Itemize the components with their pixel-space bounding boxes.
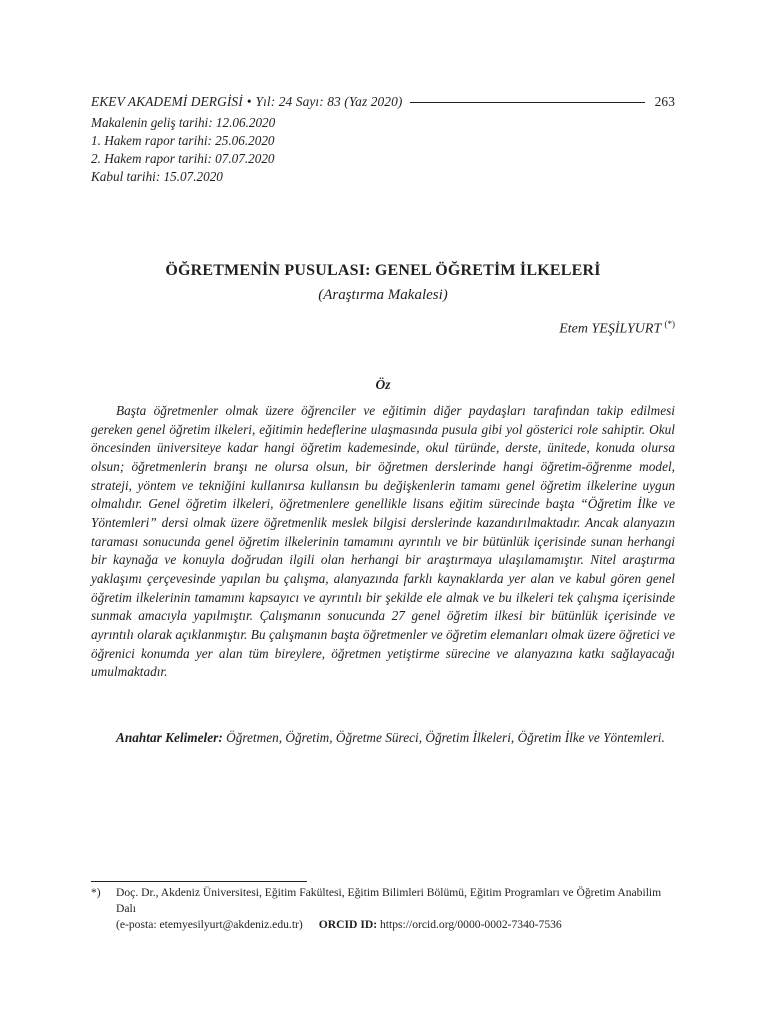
- orcid-label: ORCID ID:: [318, 918, 378, 931]
- running-header: [91, 93, 675, 111]
- page-number: 263: [654, 94, 675, 109]
- article-title: ÖĞRETMENİN PUSULASI: GENEL ÖĞRETİM İLKELERİ: [165, 262, 601, 279]
- footnote-marker: *): [91, 886, 101, 899]
- keywords-paragraph: [91, 728, 675, 747]
- orcid-link[interactable]: https://orcid.org/0000-0002-7340-7536: [379, 918, 562, 931]
- author-affiliation: Doç. Dr., Akdeniz Üniversitesi, Eğitim Fakültesi, Eğitim Bilimleri Bölümü, Eğitim Programları ve Öğretim Anabilim Dalı: [116, 886, 662, 915]
- abstract-heading: Öz: [375, 377, 391, 392]
- footnote-rule: [91, 881, 307, 882]
- author-line: [559, 319, 675, 338]
- keywords-label: Anahtar Kelimeler:: [116, 730, 223, 745]
- submission-dates: [91, 114, 275, 186]
- header-bullet: •: [246, 94, 252, 109]
- footnote-body: [116, 885, 675, 933]
- footnote: [91, 885, 675, 933]
- author-email[interactable]: (e-posta: etemyesilyurt@akdeniz.edu.tr): [116, 918, 303, 931]
- date-accepted: Kabul tarihi: 15.07.2020: [91, 169, 223, 184]
- date-review-2: 2. Hakem rapor tarihi: 07.07.2020: [91, 151, 275, 166]
- header-rule: [410, 102, 644, 103]
- issue-info: Yıl: 24 Sayı: 83 (Yaz 2020): [255, 94, 403, 109]
- abstract-text: Başta öğretmenler olmak üzere öğrenciler ve eğitimin diğer paydaşları tarafından takip edilmesi gereken genel öğretim ilkeleri, eğitimin hedeflerine ulaşmasında pusula gibi yol gösterici role sahiptir. Okul öncesinden üniversiteye kadar hangi öğretim kademesinde, okul türünde, derste, ünitede, konuda olursa olsun; öğretmenlerin branşı ne olursa olsun, bir öğretmen derslerinde hangi öğretim-öğrenme model, strateji, yöntem ve tekniğini kullanırsa kullansın bu değişkenlerin tamamı genel öğretim ilkelerine uygun olmalıdır. Genel öğretim ilkeleri, öğretmenlere genellikle lisans eğitim sürecinde başta “Öğretim İlke ve Yöntemleri” dersi olmak üzere öğretmenlik meslek bilgisi derslerinde kazandırılmaktadır. Ancak alanyazın taraması sonucunda genel öğretim ilkelerinin tamamını ayrıntılı ve bir bütünlük içerisinde sunan herhangi bir kaynağa ve konuyla doğrudan ilgili olan herhangi bir araştırmaya ulaşılamamıştır. Nitel araştırma yaklaşımı çerçevesinde yapılan bu çalışma, alanyazında farklı kaynaklarda yer alan ve kabul gören genel öğretim ilkelerinin tamamını kapsayıcı ve ayrıntılı bir şekilde ele almak ve bu ilkeleri tek çalışma içerisinde sunmak amacıyla yapılmıştır. Çalışmanın sonucunda 27 genel öğretim ilkesi bir bütünlük içerisinde ve ayrıntılı olarak açıklanmıştır. Bu çalışmanın başta öğretmenler ve öğretim elemanları olmak üzere öğretici ve öğrenici konumda yer alan tüm bireylere, öğretmen yetiştirme sürecine ve alanyazına katkı sağlayacağı umulmaktadır.: [91, 403, 675, 680]
- author-name: Etem YEŞİLYURT: [559, 321, 661, 337]
- article-page: [91, 0, 675, 1024]
- contact-line: [116, 917, 675, 933]
- date-received: Makalenin geliş tarihi: 12.06.2020: [91, 115, 276, 130]
- date-review-1: 1. Hakem rapor tarihi: 25.06.2020: [91, 133, 275, 148]
- journal-name: EKEV AKADEMİ DERGİSİ: [91, 94, 243, 109]
- keywords-text: Öğretmen, Öğretim, Öğretme Süreci, Öğretim İlkeleri, Öğretim İlke ve Yöntemleri.: [226, 730, 665, 745]
- author-footnote-mark: (*): [664, 319, 675, 329]
- article-type: (Araştırma Makalesi): [318, 287, 448, 303]
